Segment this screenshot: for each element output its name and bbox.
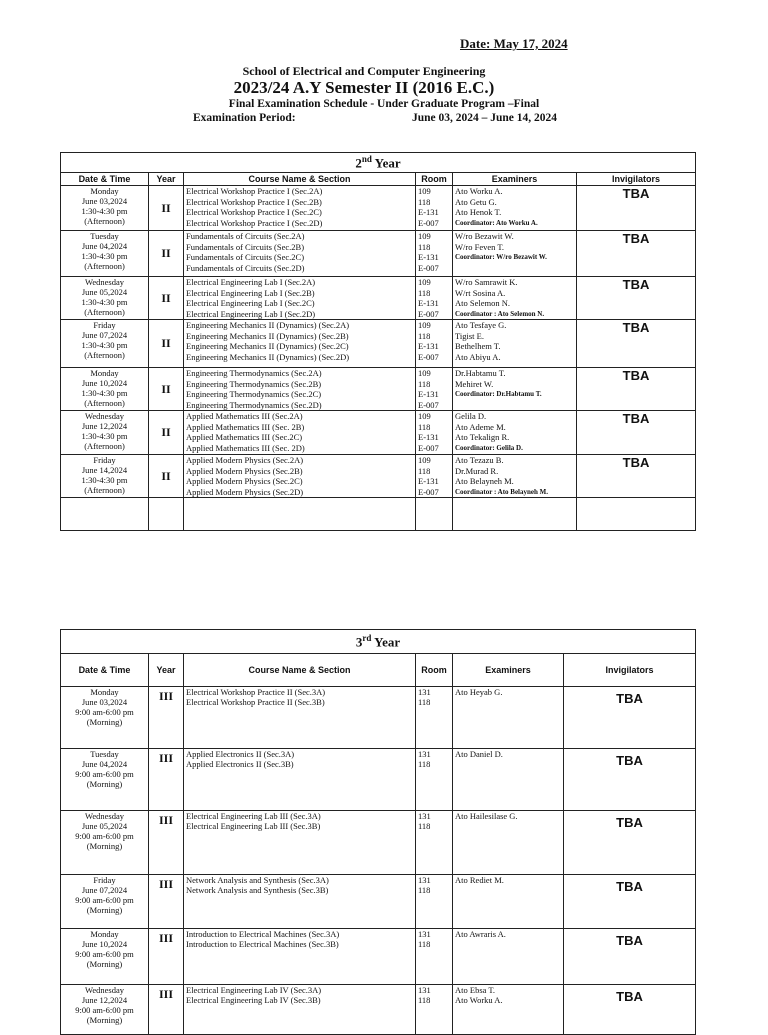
invigilators-cell: TBA [564, 687, 696, 749]
examiner-line: Ato Awraris A. [455, 929, 506, 939]
schedule-row [61, 411, 696, 455]
date-line: June 03,2024 [81, 697, 128, 707]
course-line: Engineering Mechanics II (Dynamics) (Sec.2C) [186, 341, 349, 351]
year-cell: II [149, 320, 184, 368]
year-cell: III [149, 985, 184, 1035]
room-line: 118 [418, 885, 431, 895]
course-line: Applied Electronics II (Sec.3A) [186, 749, 295, 759]
coordinator-line: Coordinator: Gelila D. [455, 443, 523, 452]
course-line: Engineering Thermodynamics (Sec.2B) [186, 378, 322, 389]
room-line: E-007 [418, 217, 439, 228]
date-line: Friday [93, 320, 116, 330]
room-line: E-131 [418, 207, 439, 217]
examiner-line: Ato Ademe M. [455, 421, 506, 432]
date-line: June 14,2024 [81, 465, 128, 475]
date-line: June 12,2024 [81, 995, 128, 1005]
course-cell [184, 186, 416, 231]
examiners-cell [453, 929, 564, 985]
course-line: Electrical Engineering Lab I (Sec.2B) [186, 287, 315, 298]
date-line: June 04,2024 [81, 759, 128, 769]
col-header-invigilators: Invigilators [577, 173, 696, 186]
examiner-line: Ato Rediet M. [455, 875, 504, 885]
room-cell [416, 985, 453, 1035]
schedule-row [61, 186, 696, 231]
room-cell [416, 368, 453, 411]
room-line: 131 [418, 875, 431, 885]
period-label: Examination Period: [193, 112, 296, 124]
examiner-line: Ato Heyab G. [455, 687, 503, 697]
examiners-cell [453, 231, 577, 277]
room-line: 109 [418, 411, 431, 421]
date-line: (Afternoon) [84, 216, 125, 226]
room-line: E-131 [418, 432, 439, 442]
room-line: 118 [418, 697, 431, 707]
date-line: Tuesday [90, 749, 119, 759]
course-line: Applied Modern Physics (Sec.2B) [186, 465, 303, 476]
course-line: Electrical Workshop Practice I (Sec.2D) [186, 217, 323, 228]
room-cell [416, 277, 453, 320]
schedule-row [61, 368, 696, 411]
room-line: 118 [418, 939, 431, 949]
col-header-examiners: Examiners [453, 173, 577, 186]
course-cell [184, 687, 416, 749]
date-time-cell [61, 320, 149, 368]
room-line: 118 [418, 421, 431, 432]
schedule-row [61, 749, 696, 811]
year-cell: III [149, 811, 184, 875]
examiner-line: Ato Ebsa T. [455, 985, 496, 995]
course-line: Electrical Engineering Lab IV (Sec.3A) [186, 985, 322, 995]
year-cell: II [149, 231, 184, 277]
course-line: Network Analysis and Synthesis (Sec.3B) [186, 885, 329, 895]
date-line: 1:30-4:30 pm [81, 340, 128, 350]
room-line: E-131 [418, 341, 439, 351]
year-cell: III [149, 687, 184, 749]
schedule-row [61, 985, 696, 1035]
room-line: E-007 [418, 262, 439, 273]
examiner-line: Ato Worku A. [455, 186, 503, 196]
date-time-cell [61, 186, 149, 231]
col-header-course: Course Name & Section [184, 173, 416, 186]
course-cell [184, 411, 416, 455]
invigilators-cell: TBA [564, 875, 696, 929]
course-line: Engineering Thermodynamics (Sec.2A) [186, 368, 322, 378]
date-line: Wednesday [85, 411, 124, 421]
course-line: Network Analysis and Synthesis (Sec.3A) [186, 875, 329, 885]
room-line: E-131 [418, 298, 439, 308]
date-line: June 03,2024 [81, 196, 128, 206]
course-line: Electrical Workshop Practice II (Sec.3A) [186, 687, 326, 697]
col-header-year: Year [149, 173, 184, 186]
examiners-cell [453, 186, 577, 231]
course-line: Applied Mathematics III (Sec.2A) [186, 411, 303, 421]
examiner-line: Ato Getu G. [455, 196, 497, 207]
room-cell [416, 929, 453, 985]
room-line: 131 [418, 811, 431, 821]
course-line: Electrical Engineering Lab I (Sec.2C) [186, 298, 315, 308]
document-date: Date: May 17, 2024 [460, 36, 568, 51]
col-header-invigilators: Invigilators [564, 654, 696, 687]
room-line: 131 [418, 687, 431, 697]
schedule-row [61, 231, 696, 277]
course-line: Fundamentals of Circuits (Sec.2D) [186, 262, 305, 273]
examiners-cell [453, 985, 564, 1035]
course-line: Engineering Mechanics II (Dynamics) (Sec.2D) [186, 351, 350, 362]
year3-title: 3rd Year [61, 630, 696, 654]
date-line: Monday [90, 368, 119, 378]
date-line: June 10,2024 [81, 378, 128, 388]
examiner-line: Ato Selemon N. [455, 298, 511, 308]
course-cell [184, 875, 416, 929]
date-line: Friday [93, 875, 116, 885]
room-line: E-007 [418, 351, 439, 362]
year3-schedule-table [60, 629, 696, 1035]
room-line: 118 [418, 241, 431, 252]
date-line: Wednesday [85, 985, 124, 995]
room-cell [416, 875, 453, 929]
coordinator-line: Coordinator: Dr.Habtamu T. [455, 390, 542, 398]
course-cell [184, 277, 416, 320]
room-cell [416, 687, 453, 749]
date-line: June 05,2024 [81, 821, 128, 831]
coordinator-line: Coordinator: W/ro Bezawit W. [455, 253, 547, 261]
invigilators-cell: TBA [577, 320, 696, 368]
examiner-line: Bethelhem T. [455, 341, 501, 351]
year-cell: III [149, 929, 184, 985]
year2-header-row [61, 173, 696, 186]
room-line: 118 [418, 378, 431, 389]
room-line: 131 [418, 985, 431, 995]
invigilators-cell: TBA [577, 277, 696, 320]
date-line: (Afternoon) [84, 398, 125, 408]
schedule-row [61, 455, 696, 498]
course-line: Applied Mathematics III (Sec. 2B) [186, 421, 305, 432]
school-name: School of Electrical and Computer Engineering [242, 64, 486, 78]
examiner-line: Ato Henok T. [455, 207, 502, 217]
date-line: 9:00 am-6:00 pm [75, 949, 134, 959]
room-cell [416, 320, 453, 368]
date-line: Wednesday [85, 811, 124, 821]
room-line: 118 [418, 287, 431, 298]
col-header-course: Course Name & Section [184, 654, 416, 687]
date-line: (Afternoon) [84, 441, 125, 451]
course-line: Fundamentals of Circuits (Sec.2A) [186, 231, 305, 241]
room-line: 118 [418, 196, 431, 207]
schedule-title: Final Examination Schedule - Under Graduate Program –Final [228, 98, 540, 110]
room-line: E-007 [418, 442, 439, 453]
course-line: Electrical Engineering Lab III (Sec.3A) [186, 811, 321, 821]
schedule-row [61, 277, 696, 320]
examiner-line: Dr.Habtamu T. [455, 368, 506, 378]
room-line: 109 [418, 368, 431, 378]
date-line: 1:30-4:30 pm [81, 431, 128, 441]
date-line: (Morning) [86, 959, 123, 969]
schedule-row [61, 811, 696, 875]
room-line: 109 [418, 455, 431, 465]
date-line: 1:30-4:30 pm [81, 251, 128, 261]
room-line: 109 [418, 231, 431, 241]
date-line: (Morning) [86, 841, 123, 851]
invigilators-cell: TBA [564, 811, 696, 875]
room-line: E-131 [418, 252, 439, 262]
examiners-cell [453, 811, 564, 875]
year-cell: II [149, 455, 184, 498]
date-line: 9:00 am-6:00 pm [75, 707, 134, 717]
room-line: E-007 [418, 308, 439, 319]
date-line: Wednesday [85, 277, 124, 287]
academic-year: 2023/24 A.Y Semester II (2016 E.C.) [233, 78, 495, 97]
room-line: 118 [418, 759, 431, 769]
course-cell [184, 811, 416, 875]
examiner-line: Ato Worku A. [455, 995, 503, 1005]
date-line: 1:30-4:30 pm [81, 206, 128, 216]
year-cell: II [149, 411, 184, 455]
course-line: Electrical Workshop Practice II (Sec.3B) [186, 697, 325, 707]
year-cell: II [149, 277, 184, 320]
examiner-line: W/ro Samrawit K. [455, 277, 518, 287]
date-time-cell [61, 687, 149, 749]
schedule-row [61, 929, 696, 985]
course-line: Electrical Engineering Lab III (Sec.3B) [186, 821, 321, 831]
course-line: Electrical Workshop Practice I (Sec.2C) [186, 207, 322, 217]
room-line: 109 [418, 277, 431, 287]
coordinator-line: Coordinator : Ato Belayneh M. [455, 487, 549, 496]
examiners-cell [453, 455, 577, 498]
date-line: 9:00 am-6:00 pm [75, 1005, 134, 1015]
date-line: (Afternoon) [84, 307, 125, 317]
invigilators-cell: TBA [564, 929, 696, 985]
examiner-line: Dr.Murad R. [455, 465, 499, 476]
room-cell [416, 455, 453, 498]
course-cell [184, 320, 416, 368]
date-line: Friday [93, 455, 116, 465]
examiner-line: W/ro Bezawit W. [455, 231, 514, 241]
course-cell [184, 455, 416, 498]
year-cell: III [149, 875, 184, 929]
course-line: Electrical Engineering Lab IV (Sec.3B) [186, 995, 321, 1005]
date-line: (Morning) [86, 717, 123, 727]
examiner-line: Ato Tekalign R. [455, 432, 510, 442]
schedule-row [61, 320, 696, 368]
examiner-line: W/ro Feven T. [455, 241, 505, 252]
course-line: Engineering Mechanics II (Dynamics) (Sec.2B) [186, 330, 349, 341]
col-header-date-time: Date & Time [61, 654, 149, 687]
course-line: Electrical Engineering Lab I (Sec.2D) [186, 308, 316, 319]
course-line: Applied Mathematics III (Sec. 2D) [186, 442, 305, 453]
invigilators-cell: TBA [577, 231, 696, 277]
year3-header-row [61, 654, 696, 687]
room-line: 131 [418, 749, 431, 759]
course-line: Applied Modern Physics (Sec.2D) [186, 486, 304, 497]
course-line: Engineering Thermodynamics (Sec.2C) [186, 389, 322, 399]
examiner-line: Ato Tezazu B. [455, 455, 504, 465]
date-line: Monday [90, 687, 119, 697]
invigilators-cell: TBA [577, 455, 696, 498]
examiner-line: Tigist E. [455, 330, 484, 341]
course-line: Fundamentals of Circuits (Sec.2C) [186, 252, 305, 262]
date-line: (Afternoon) [84, 261, 125, 271]
date-line: (Morning) [86, 1015, 123, 1025]
date-time-cell [61, 411, 149, 455]
year-cell: II [149, 186, 184, 231]
date-line: Monday [90, 186, 119, 196]
examiner-line: Gelila D. [455, 411, 487, 421]
col-header-year: Year [149, 654, 184, 687]
invigilators-cell: TBA [577, 368, 696, 411]
room-cell [416, 749, 453, 811]
course-cell [184, 368, 416, 411]
date-line: Tuesday [90, 231, 119, 241]
col-header-date-time: Date & Time [61, 173, 149, 186]
examiner-line: Ato Abiyu A. [455, 351, 501, 362]
room-line: 118 [418, 821, 431, 831]
course-line: Applied Modern Physics (Sec.2A) [186, 455, 304, 465]
examiner-line: Ato Tesfaye G. [455, 320, 507, 330]
date-time-cell [61, 875, 149, 929]
course-cell [184, 231, 416, 277]
course-cell [184, 985, 416, 1035]
course-line: Applied Electronics II (Sec.3B) [186, 759, 294, 769]
room-line: 109 [418, 320, 431, 330]
date-time-cell [61, 231, 149, 277]
date-time-cell [61, 985, 149, 1035]
examiner-line: Ato Daniel D. [455, 749, 503, 759]
room-line: E-131 [418, 476, 439, 486]
col-header-room: Room [416, 173, 453, 186]
date-time-cell [61, 811, 149, 875]
period-value: June 03, 2024 – June 14, 2024 [412, 112, 558, 124]
date-line: Monday [90, 929, 119, 939]
date-line: 1:30-4:30 pm [81, 297, 128, 307]
examiners-cell [453, 749, 564, 811]
year2-schedule-table [60, 152, 696, 531]
date-line: June 04,2024 [81, 241, 128, 251]
date-line: (Afternoon) [84, 350, 125, 360]
date-line: 9:00 am-6:00 pm [75, 831, 134, 841]
date-line: 9:00 am-6:00 pm [75, 895, 134, 905]
course-line: Fundamentals of Circuits (Sec.2B) [186, 241, 305, 252]
examiners-cell [453, 875, 564, 929]
room-line: E-007 [418, 399, 439, 410]
date-line: (Morning) [86, 779, 123, 789]
coordinator-line: Coordinator : Ato Selemon N. [455, 309, 545, 318]
course-line: Applied Modern Physics (Sec.2C) [186, 476, 303, 486]
course-line: Applied Mathematics III (Sec.2C) [186, 432, 303, 442]
room-line: 118 [418, 330, 431, 341]
room-line: E-007 [418, 486, 439, 497]
room-cell [416, 186, 453, 231]
examiners-cell [453, 277, 577, 320]
course-cell [184, 929, 416, 985]
coordinator-line: Coordinator: Ato Worku A. [455, 218, 538, 227]
date-time-cell [61, 929, 149, 985]
date-line: June 10,2024 [81, 939, 128, 949]
invigilators-cell: TBA [577, 186, 696, 231]
course-line: Engineering Thermodynamics (Sec.2D) [186, 399, 322, 410]
date-line: 1:30-4:30 pm [81, 475, 128, 485]
room-line: 131 [418, 929, 431, 939]
date-time-cell [61, 368, 149, 411]
examiners-cell [453, 411, 577, 455]
room-line: 109 [418, 186, 431, 196]
date-line: June 05,2024 [81, 287, 128, 297]
date-line: (Morning) [86, 905, 123, 915]
room-cell [416, 231, 453, 277]
year2-blank-row [61, 498, 696, 531]
date-line: (Afternoon) [84, 485, 125, 495]
course-line: Introduction to Electrical Machines (Sec.3A) [186, 929, 340, 939]
date-line: June 07,2024 [81, 330, 128, 340]
examiner-line: Ato Hailesilase G. [455, 811, 518, 821]
schedule-row [61, 687, 696, 749]
course-line: Electrical Workshop Practice I (Sec.2B) [186, 196, 322, 207]
date-line: June 07,2024 [81, 885, 128, 895]
room-cell [416, 411, 453, 455]
course-cell [184, 749, 416, 811]
examiner-line: Mehiret W. [455, 378, 494, 389]
examiners-cell [453, 687, 564, 749]
room-line: 118 [418, 995, 431, 1005]
invigilators-cell: TBA [564, 749, 696, 811]
course-line: Introduction to Electrical Machines (Sec.3B) [186, 939, 339, 949]
date-time-cell [61, 455, 149, 498]
date-line: 1:30-4:30 pm [81, 388, 128, 398]
invigilators-cell: TBA [564, 985, 696, 1035]
examiner-line: Ato Belayneh M. [455, 476, 514, 486]
room-line: 118 [418, 465, 431, 476]
invigilators-cell: TBA [577, 411, 696, 455]
course-line: Electrical Workshop Practice I (Sec.2A) [186, 186, 323, 196]
year-cell: II [149, 368, 184, 411]
year-cell: III [149, 749, 184, 811]
year2-title: 2nd Year [61, 153, 696, 173]
course-line: Electrical Engineering Lab I (Sec.2A) [186, 277, 316, 287]
course-line: Engineering Mechanics II (Dynamics) (Sec.2A) [186, 320, 350, 330]
date-time-cell [61, 749, 149, 811]
examiners-cell [453, 368, 577, 411]
room-line: E-131 [418, 389, 439, 399]
room-cell [416, 811, 453, 875]
date-line: June 12,2024 [81, 421, 128, 431]
date-time-cell [61, 277, 149, 320]
schedule-row [61, 875, 696, 929]
examiners-cell [453, 320, 577, 368]
col-header-examiners: Examiners [453, 654, 564, 687]
examiner-line: W/rt Sosina A. [455, 287, 506, 298]
col-header-room: Room [416, 654, 453, 687]
date-line: 9:00 am-6:00 pm [75, 769, 134, 779]
